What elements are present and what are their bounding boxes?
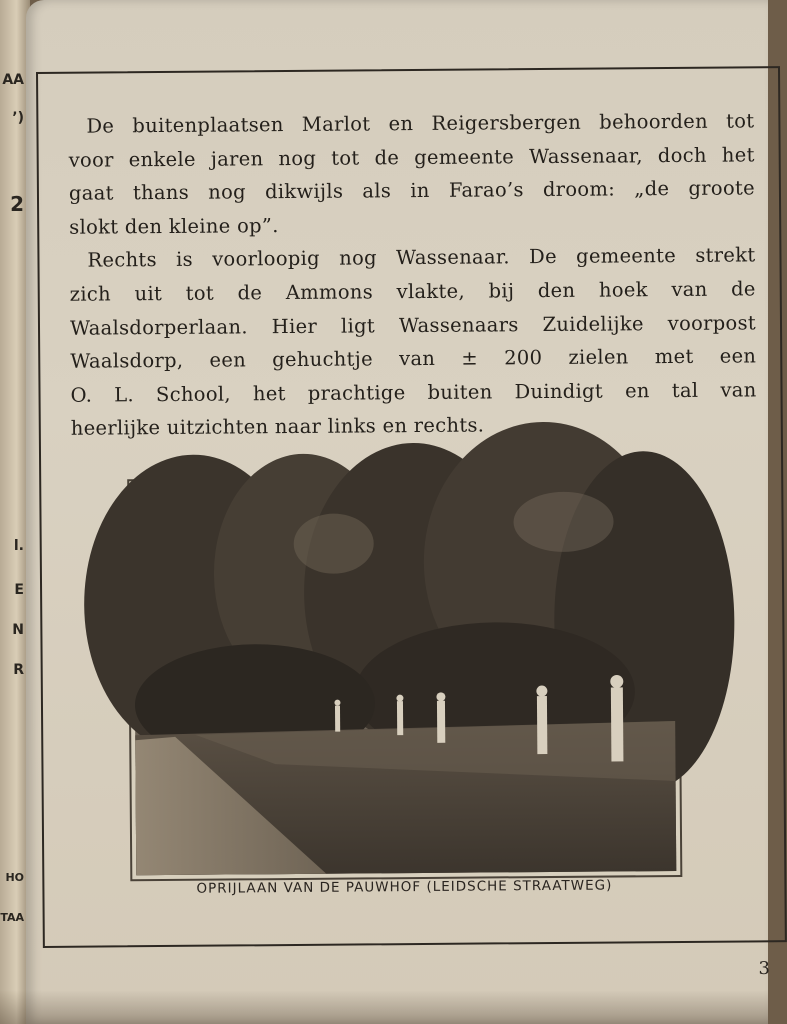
photo-frame bbox=[127, 475, 682, 881]
paragraph-1 bbox=[68, 104, 755, 244]
body-text bbox=[68, 104, 757, 445]
text-line: O. L. School, het prachtige buiten Duindigt en tal van bbox=[70, 378, 757, 407]
text-line: slokt den kleine op”. bbox=[69, 213, 279, 239]
text-line: De buitenplaatsen Marlot en Reigersbergen behoorden tot bbox=[86, 109, 755, 138]
page-number: 3 bbox=[758, 958, 770, 979]
driveway-photo bbox=[133, 481, 676, 875]
page-bottom-shadow bbox=[0, 990, 768, 1024]
edge-fragment: 2 bbox=[10, 192, 24, 216]
edge-fragment: HO bbox=[5, 871, 24, 884]
edge-fragment: TAA bbox=[0, 911, 24, 924]
edge-fragment: l. bbox=[13, 538, 24, 554]
edge-fragment: ’) bbox=[12, 110, 24, 126]
edge-fragment: AA bbox=[2, 72, 24, 88]
text-line: voor enkele jaren nog tot de gemeente Wassenaar, doch het bbox=[68, 142, 755, 172]
text-line: zich uit tot de Ammons vlakte, bij den hoek van de bbox=[69, 277, 756, 306]
text-line: Rechts is voorloopig nog Wassenaar. De gemeente strekt bbox=[87, 243, 756, 272]
page-frame bbox=[36, 66, 787, 948]
edge-fragment: N bbox=[12, 622, 24, 638]
edge-fragment: E bbox=[14, 582, 24, 598]
text-line: Waalsdorperlaan. Hier ligt Wassenaars Zuidelijke voorpost bbox=[69, 310, 757, 340]
tree-lined-avenue-illustration bbox=[133, 481, 676, 875]
paragraph-2 bbox=[69, 239, 757, 446]
photo-caption: OPRIJLAAN VAN DE PAUWHOF (LEIDSCHE STRAATWEG) bbox=[196, 877, 613, 897]
book-page bbox=[26, 0, 768, 1024]
edge-fragment: R bbox=[13, 662, 24, 678]
text-line: heerlijke uitzichten naar links en rechts. bbox=[70, 413, 485, 441]
text-line: Waalsdorp, een gehuchtje van ± 200 zielen met een bbox=[70, 344, 757, 373]
text-line: gaat thans nog dikwijls als in Farao’s droom: „de groote bbox=[68, 176, 756, 205]
